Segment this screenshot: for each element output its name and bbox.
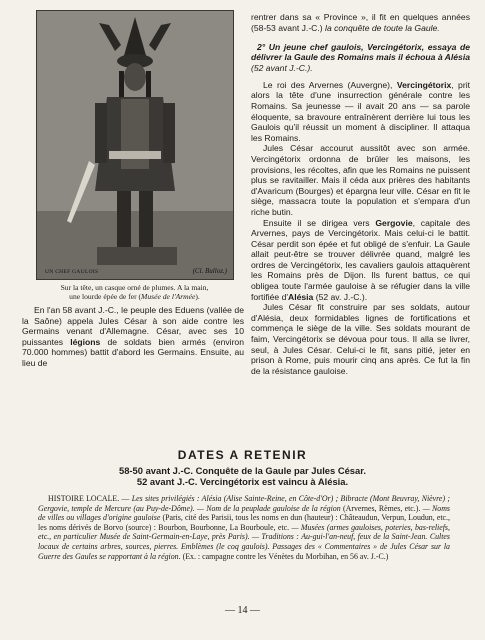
figure-caption — [22, 283, 247, 301]
right-paragraph-1 — [251, 80, 470, 144]
left-text-b: de soldats bien armés (environ 70.000 hommes) battit d'abord les Germains. Ensuite, au lieu de — [22, 336, 244, 368]
caption-musee: Musée de l'Armée — [141, 292, 196, 301]
histoire-u2: (Paris, cité des Parisii, tous les noms en dun (hauteur) : Châteaudun, Verpun, Loudun, etc., les noms dérivés de Borvo (source) : Bourbon, Bourbonne, La Bourboule, etc. — [38, 513, 450, 532]
histoire-t1: Les sites privilégiés : Alésia (Alise Sainte-Reine, en Côte-d'Or) ; Bibracte (Mont Beuvray, Nièvre) ; Gergovie, temple de Mercure (au Puy-de-Dôme). — Nom de la peuplade gauloise de la région — [38, 494, 450, 513]
subhead-text: Un jeune chef gaulois, Vercingétorix, essaya de délivrer la Gaule des Romains mais il échoua à Alésia — [251, 42, 470, 63]
right-paragraph-2: Jules César accourut aussitôt avec son armée. Vercingétorix ordonna de brûler les maisons, les provisions, les récoltes, afin que les Romains ne puissent plus se ravitailler. Mais il céda aux prières des habitants d'Avaricum (Bourges) et épargna leur ville. César en fit le siège, massacra toute la population et s'empara d'un riche butin. — [251, 143, 470, 217]
dates-list — [0, 465, 485, 487]
gaulish-chief-photo — [36, 10, 234, 280]
caption-line-2: une lourde épée de fer ( — [69, 292, 142, 301]
right-paragraph-3 — [251, 218, 470, 303]
page-number: — 14 — — [225, 605, 260, 616]
photo-credit: (Cl. Bulloz.) — [192, 267, 227, 275]
right-p3-gergovie: Gergovie — [375, 217, 413, 228]
right-p3-c: (52 av. J.-C.). — [313, 291, 368, 302]
left-text-a: En l'an 58 avant J.-C., le peuple des Eduens (vallée de la Saône) appela Jules César à son aide contre les Germains venant d'Allemagne. César, avec ses 10 puissantes — [22, 305, 244, 347]
date-line-1: 58-50 avant J.-C. Conquête de la Gaule par Jules César. — [119, 465, 366, 476]
histoire-label: HISTOIRE LOCALE. — [48, 494, 120, 503]
right-column — [251, 12, 470, 376]
right-paragraph-0 — [251, 12, 470, 33]
right-p0-italic: la conquête de toute la Gaule. — [325, 22, 440, 33]
histoire-t2: — Noms de villes ou villages d'origine gauloise — [38, 503, 450, 523]
dates-title: DATES A RETENIR — [177, 448, 308, 462]
left-column — [22, 10, 247, 301]
right-p3-b: , capitale des Arvernes, pays de Vercingétorix. Mais celui-ci le battit. César perdit son épée et fut obligé de s'enfuir. La Gaule allait peut-être se trouver délivrée quand, malgré les ordres de Vercingétorix, les cavaliers gaulois attaquèrent les Romains près de Dijon. Ils furent battus, ce qui obligea toute l'armée gauloise à se réfugier dans la ville fortifiée d' — [251, 217, 471, 302]
section-subhead — [251, 42, 470, 73]
histoire-t3: — Musées (armes gauloises, poteries, bas-reliefs, etc., en particulier Musée de Saint-Germain-en-Laye, près Paris). — Traditions : Au-gui-l'an-neuf, feux de la Saint-Jean. Cultes locaux de certains arbres, sources, pierres. Emblèmes (le coq gaulois). Passages des « Commentaires » de Jules César sur la Guerre des Gaules se rapportant à la région. — [38, 522, 450, 561]
histoire-u3: (Ex. : campagne contre les Vénètes du Morbihan, en 56 av. J.-C.) — [180, 551, 389, 561]
right-p3-alesia: Alésia — [288, 291, 314, 302]
date-line-2: 52 avant J.-C. Vercingétorix est vaincu à Alésia. — [136, 476, 349, 487]
right-p0-a: rentrer dans sa « Province », il fit en quelques années (58-53 avant J.-C.) — [251, 12, 470, 33]
right-p1-vercingetorix: Vercingétorix — [396, 79, 452, 90]
caption-line-3: ). — [195, 292, 200, 301]
figure-title: UN CHEF GAULOIS — [45, 269, 99, 275]
histoire-u1: (Arvernes, Rèmes, etc.). — [340, 503, 423, 513]
right-p1-a: Le roi des Arvernes (Auvergne), — [263, 79, 397, 90]
right-p3-a: Ensuite il se dirigea vers — [263, 217, 376, 228]
subhead-date: (52 avant J.-C.). — [251, 62, 313, 73]
gaulish-chief-illustration — [37, 11, 233, 279]
subhead-number: 2° — [257, 42, 266, 53]
histoire-dash: — — [119, 494, 132, 503]
left-paragraph — [22, 305, 244, 369]
caption-line-1: Sur la tête, un casque orné de plumes. A la main, — [60, 283, 209, 292]
histoire-locale — [38, 494, 450, 561]
left-legions: légions — [70, 336, 101, 347]
right-paragraph-4: Jules César fit construire par ses soldats, autour d'Alésia, deux formidables lignes de fortifications et commença le siège de la ville. Ses soldats mourant de faim, Vercingétorix se dévoua pour tous. Il alla se livrer, seul, à Jules César. Celui-ci le fit, sans pitié, jeter en prison à Rome, puis mourir cinq ans après. Ce fut la fin de la résistance gauloise. — [251, 302, 470, 376]
right-p1-b: , prit alors la tête d'une insurrection générale contre les Romains. Sa jeunesse — il avait 20 ans — sa parole éloquente, sa bravoure entraînèrent derrière lui tous les Gaulois qu'il réussit un moment à discipliner. Il attaqua les Romains. — [251, 79, 470, 143]
